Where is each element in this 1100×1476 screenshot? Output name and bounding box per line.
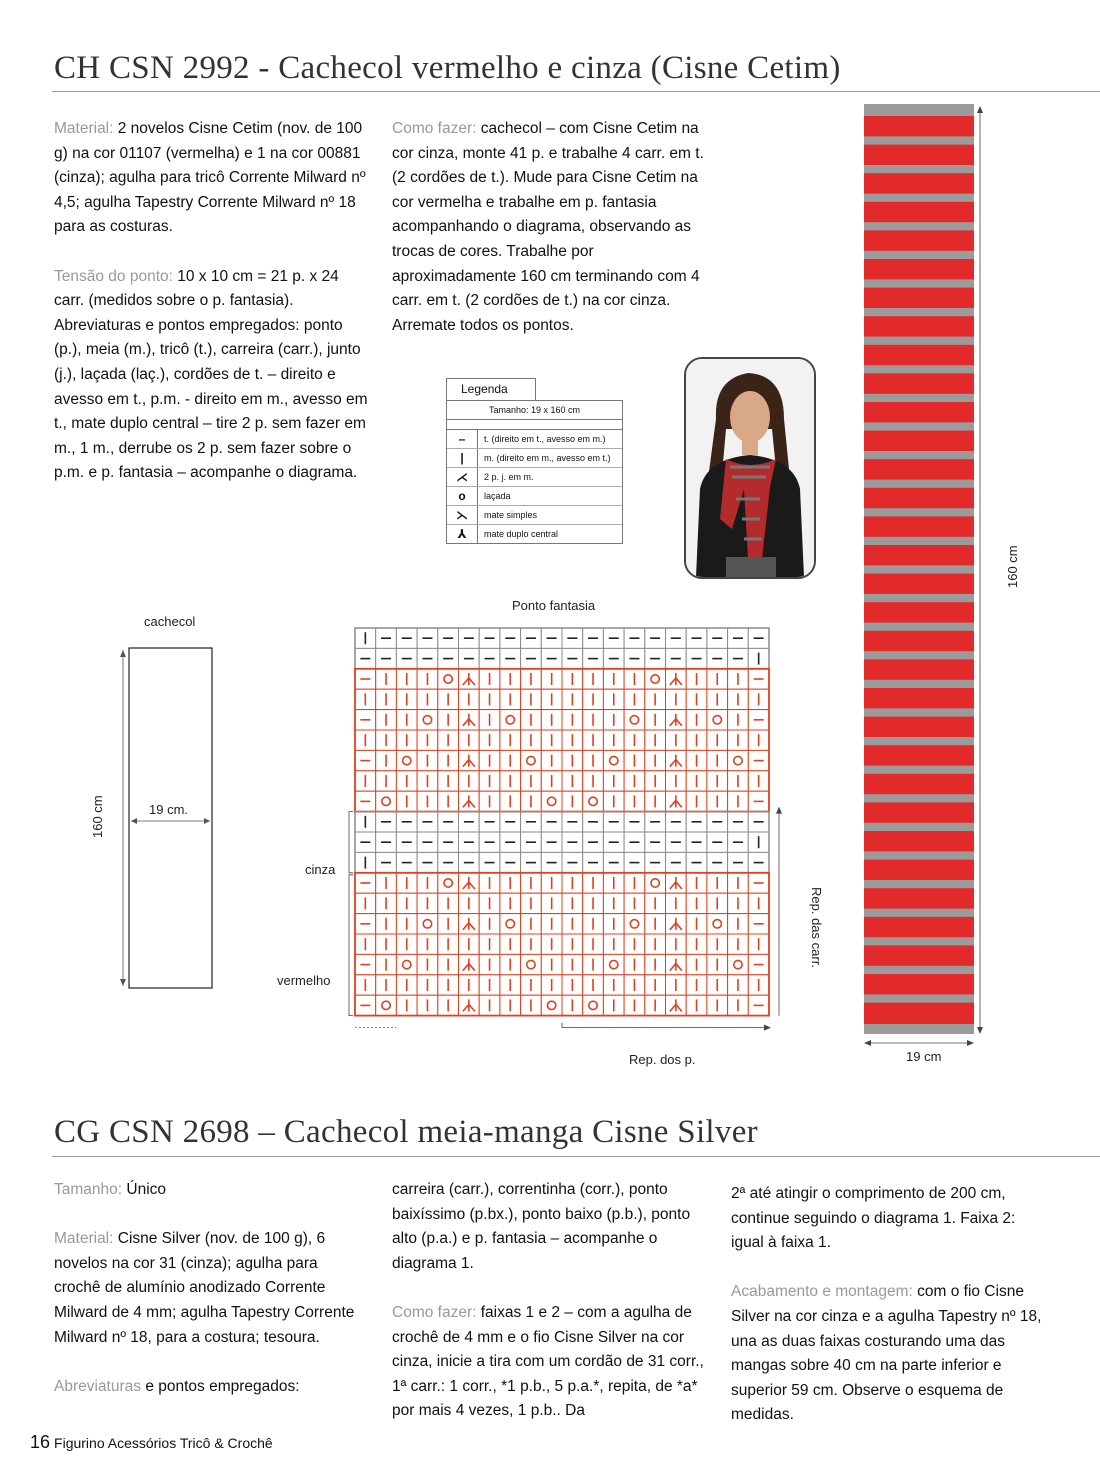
chart-cell [376, 995, 397, 1015]
size-label: Tamanho: [54, 1181, 123, 1198]
legend-size: Tamanho: 19 x 160 cm [447, 401, 622, 420]
scarf-stripe-gray [864, 394, 974, 402]
how-to-label: Como fazer: [392, 120, 477, 137]
rep-carr-arrowhead [776, 807, 782, 814]
scarf-stripe-gray [864, 537, 974, 545]
scarf-stripe-gray [864, 136, 974, 144]
chart-cell [438, 873, 459, 893]
knitting-chart [340, 618, 835, 1068]
legend-row [447, 449, 622, 468]
chart-cell [500, 914, 521, 934]
cachecol-label: cachecol [144, 614, 196, 629]
section2-rule [52, 1156, 1100, 1157]
scarf-stripe-gray [864, 194, 974, 202]
legend-table [446, 400, 623, 544]
material-text: 2 novelos Cisne Cetim (nov. de 100 g) na cor 01107 (vermelha) e 1 na cor 00881 (cinza); agulha para tricô Corrente Milward nº 4,5; agulha Tapestry Corrente Milward nº 18 para as costuras. [54, 120, 366, 236]
scarf-width-label: 19 cm [906, 1049, 942, 1064]
scarf-width-arrowhead [864, 1040, 871, 1046]
scarf-stripe-gray [864, 422, 974, 430]
chart-label-cinza: cinza [305, 862, 336, 877]
legend-symbol: ⋋ [447, 506, 478, 524]
abbr-continued-text: carreira (carr.), correntinha (corr.), ponto baixíssimo (p.bx.), ponto baixo (p.b.), ponto alto (p.a.) e p. fantasia – acompanhe o diagrama 1. [392, 1181, 691, 1272]
scarf-length-arrowhead [977, 1027, 983, 1034]
model-photo [684, 357, 816, 579]
scarf-width-arrowhead [967, 1040, 974, 1046]
page-number: 16 [30, 1432, 51, 1452]
scarf-stripe-gray [864, 623, 974, 631]
finishing-label: Acabamento e montagem: [731, 1283, 913, 1301]
legend-description: mate simples [484, 510, 538, 520]
chart-cell [603, 954, 624, 974]
legend-symbol: – [447, 430, 478, 448]
legend-symbol: ⋌ [447, 468, 478, 486]
how-to-text: cachecol – com Cisne Cetim na cor cinza, monte 41 p. e trabalhe 4 carr. em t. (2 cordões de t.). Mude para Cisne Cetim na cor vermelha e trabalhe em p. fantasia acompanhando o diagrama, observando as trocas de cores. Trabalhe por aproximadamente 160 cm terminando com 4 carr. em t. (2 cordões de t.) na cor cinza. Arremate todos os pontos. [392, 120, 704, 334]
chart-rep-carr-label: Rep. das carr. [809, 887, 824, 968]
legend-description: laçada [484, 491, 511, 501]
materials-column [54, 117, 369, 511]
scarf-stripe-gray [864, 365, 974, 373]
chart-cell [521, 954, 542, 974]
legend-row [447, 468, 622, 487]
legend-title: Legenda [446, 378, 536, 400]
chart-title: Ponto fantasia [512, 598, 596, 613]
legend-description: t. (direito em t., avesso em m.) [484, 434, 606, 444]
scarf-length-arrowhead [977, 106, 983, 113]
legend-row [447, 506, 622, 525]
scarf-stripe-gray [864, 794, 974, 802]
tension-text: 10 x 10 cm = 21 p. x 24 carr. (medidos sobre o p. fantasia). Abreviaturas e pontos empregados: ponto (p.), meia (m.), tricô (t.), carreira (carr.), junto (j.), laçada (laç.), cordões de t. – direito e avesso em t., p.m. - direito em m., avesso em t., mate duplo central – tire 2 p. sem fazer em m., 1 m., derrube os 2 p. sem fazer sobre o p.m. e p. fantasia – acompanhe o diagrama. [54, 267, 368, 482]
legend-symbol: o [447, 487, 478, 505]
chart-cell [500, 710, 521, 730]
chart-cell [417, 710, 438, 730]
section1-title: CH CSN 2992 - Cachecol vermelho e cinza (Cisne Cetim) [54, 50, 841, 86]
chart-cell [541, 791, 562, 811]
scarf-stripe-gray [864, 480, 974, 488]
legend-symbol: ⅄ [447, 525, 478, 543]
tension-label: Tensão do ponto: [54, 267, 173, 285]
chart-cell [645, 873, 666, 893]
chart-cell [438, 669, 459, 689]
material-label: Material: [54, 120, 114, 137]
section2-column-3 [731, 1182, 1049, 1453]
finishing-text: com o fio Cisne Silver na cor cinza e a agulha Tapestry nº 18, una as duas faixas costurando uma das mangas sobre 40 cm na parte inferior e superior 59 cm. Observe o esquema de medidas. [731, 1283, 1042, 1424]
chart-rep-p-label: Rep. dos p. [629, 1052, 696, 1067]
section2-column-2 [392, 1178, 710, 1449]
scarf-stripe-gray [864, 104, 974, 116]
scarf-stripe-gray [864, 594, 974, 602]
material2-text: Cisne Silver (nov. de 100 g), 6 novelos na cor 31 (cinza); agulha para crochê de alumínio anodizado Corrente Milward de 4 mm; agulha Tapestry Corrente Milward nº 18, para a costura; tesoura. [54, 1230, 355, 1346]
chart-cell [583, 791, 604, 811]
size-text: Único [122, 1181, 167, 1198]
chart-cell [624, 710, 645, 730]
page-footer [30, 1432, 273, 1453]
scarf-stripe-gray [864, 937, 974, 945]
legend-description: m. (direito em m., avesso em t.) [484, 453, 611, 463]
vermelho-bracket [349, 875, 353, 1016]
scarf-stripe-gray [864, 737, 974, 745]
scarf-stripe-gray [864, 909, 974, 917]
scarf-stripe-gray [864, 308, 974, 316]
chart-cell [707, 914, 728, 934]
instructions-continued-text: 2ª até atingir o comprimento de 200 cm, continue seguindo o diagrama 1. Faixa 2: igual à faixa 1. [731, 1185, 1016, 1252]
chart-cell [521, 750, 542, 770]
chart-cell [396, 954, 417, 974]
scarf-stripe-gray [864, 1024, 974, 1034]
legend-row [447, 430, 622, 449]
material2-label: Material: [54, 1230, 114, 1248]
how-to2-text: faixas 1 e 2 – com a agulha de crochê de 4 mm e o fio Cisne Silver na cor cinza, inicie a tira com um cordão de 31 corr., 1ª carr.: 1 corr., *1 p.b., 5 p.a.*, repita, de *a* por mais 4 vezes, 1 p.b.. Da [392, 1303, 704, 1420]
legend-row [447, 487, 622, 506]
legend-spacer [447, 420, 622, 430]
rep-p-arrowhead [764, 1025, 771, 1031]
scarf-stripe-gray [864, 337, 974, 345]
footer-text: Figurino Acessórios Tricô & Crochê [54, 1435, 273, 1451]
cachecol-outline-diagram [95, 640, 220, 995]
scarf-stripe-gray [864, 279, 974, 287]
section2-column-1 [54, 1178, 359, 1424]
scarf-length-label: 160 cm [1005, 545, 1020, 588]
scarf-stripe-gray [864, 994, 974, 1002]
scarf-stripe-gray [864, 966, 974, 974]
legend-description: 2 p. j. em m. [484, 472, 534, 482]
scarf-stripe-gray [864, 451, 974, 459]
scarf-stripe-gray [864, 651, 974, 659]
legend-description: mate duplo central [484, 529, 559, 539]
chart-cell [417, 914, 438, 934]
section2-title: CG CSN 2698 – Cachecol meia-manga Cisne Silver [54, 1114, 758, 1150]
scarf-stripe-gray [864, 165, 974, 173]
chart-cell [583, 995, 604, 1015]
scarf-stripe-gray [864, 251, 974, 259]
cachecol-width-label: 19 cm. [149, 802, 189, 817]
cinza-bracket [349, 812, 353, 873]
cachecol-height-label: 160 cm [90, 795, 105, 838]
chart-cell [728, 750, 749, 770]
legend-row [447, 525, 622, 543]
chart-label-vermelho: vermelho [277, 973, 331, 988]
scarf-stripe-gray [864, 823, 974, 831]
chart-cell [645, 669, 666, 689]
model-illustration [686, 359, 814, 577]
section1-rule [52, 91, 1100, 92]
striped-scarf-illustration [850, 100, 1010, 1065]
how-to2-label: Como fazer: [392, 1303, 477, 1321]
scarf-stripe-gray [864, 880, 974, 888]
chart-cell [624, 914, 645, 934]
scarf-stripe-gray [864, 766, 974, 774]
chart-cell [707, 710, 728, 730]
chart-cell [541, 995, 562, 1015]
abbr-text: e pontos empregados: [141, 1377, 300, 1395]
instructions-column [392, 117, 710, 363]
scarf-stripe-gray [864, 708, 974, 716]
chart-cell [396, 750, 417, 770]
scarf-stripe-gray [864, 565, 974, 573]
chart-cell [728, 954, 749, 974]
abbr-label: Abreviaturas [54, 1377, 142, 1395]
scarf-stripe-gray [864, 508, 974, 516]
scarf-stripe-gray [864, 851, 974, 859]
scarf-stripe-gray [864, 222, 974, 230]
chart-cell [376, 791, 397, 811]
scarf-stripe-gray [864, 680, 974, 688]
chart-cell [603, 750, 624, 770]
legend-symbol: | [447, 449, 478, 467]
